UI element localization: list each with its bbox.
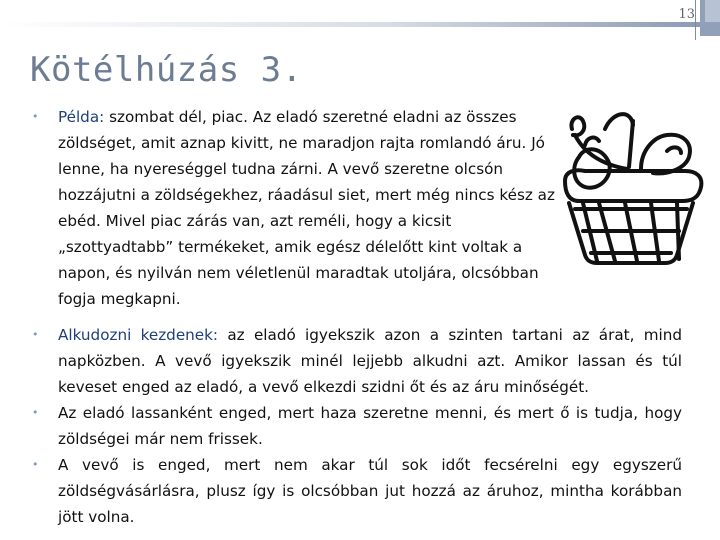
bullet-icon: • <box>32 406 39 419</box>
bullet-icon: • <box>32 328 39 341</box>
page-number: 13 <box>678 7 695 22</box>
vegetable-basket-icon <box>555 105 705 267</box>
slide-title: Kötélhúzás 3. <box>30 50 303 90</box>
bullet-label: Alkudozni kezdenek: <box>58 326 219 344</box>
header-accent-light <box>705 0 720 22</box>
bullet-icon: • <box>32 458 39 471</box>
bullet-item <box>32 322 682 400</box>
header-bar <box>0 0 720 36</box>
header-gradient <box>0 22 700 27</box>
negotiation-section <box>32 322 682 530</box>
example-section <box>32 104 562 312</box>
bullet-text: szombat dél, piac. Az eladó szeretné eladni az összes zöldséget, amit aznap kivitt, ne maradjon rajta romlandó áru. Jó lenne, ha nyereséggel tudna zárni. A vevő szeretne olcsón hozzájutni a zöldségekhez, ráadásul siet, mert még nincs kész az ebéd. Mivel piac zárás van, azt reméli, hogy a kicsit „szottyadtabb” termékeket, amik egész délelőtt kint voltak a napon, és nyilván nem véletlenül maradtak utoljára, olcsóbban fogja megkapni. <box>58 108 555 308</box>
bullet-text: Az eladó lassanként enged, mert haza szeretne menni, és mert ő is tudja, hogy zöldségei már nem frissek. <box>58 404 682 448</box>
bullet-text: az eladó igyekszik azon a szinten tartani az árat, mind napközben. A vevő igyekszik minél lejjebb alkudni azt. Amikor lassan és túl keveset enged az eladó, a vevő elkezdi szidni őt és az áru minőségét. <box>58 326 683 396</box>
bullet-text: A vevő is enged, mert nem akar túl sok időt fecsérelni egy egyszerű zöldségvásárlásra, plusz így is olcsóbban jut hozzá az áruhoz, mintha korábban jött volna. <box>58 456 682 526</box>
bullet-item <box>32 400 682 452</box>
header-divider <box>695 0 696 40</box>
bullet-item <box>32 104 562 312</box>
bullet-item <box>32 452 682 530</box>
bullet-label: Példa: <box>58 108 105 126</box>
bullet-icon: • <box>32 110 39 123</box>
